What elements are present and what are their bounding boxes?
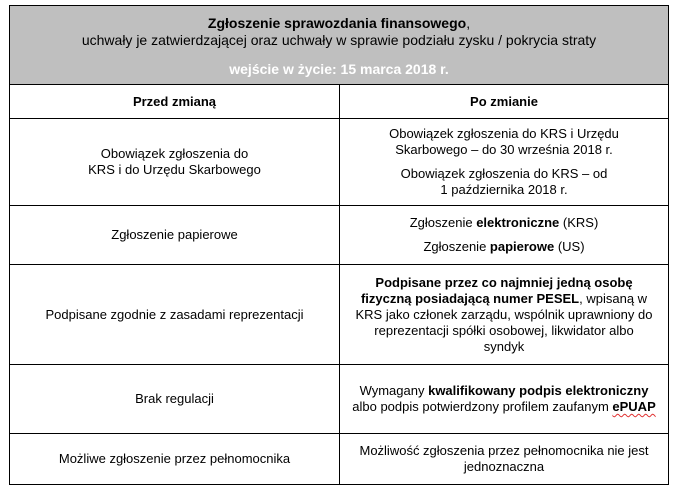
table-title-cell: [10, 6, 669, 85]
cell-after: Możliwość zgłoszenia przez pełnomocnika nie jest jednoznaczna: [340, 434, 669, 485]
cell-before: Zgłoszenie papierowe: [10, 206, 340, 265]
cell-after: Obowiązek zgłoszenia do KRS i Urzędu Skarbowego – do 30 września 2018 r. Obowiązek zgłoszenia do KRS – od 1 października 2018 r.: [340, 119, 669, 206]
table-row: [10, 265, 669, 365]
cell-after: Wymagany kwalifikowany podpis elektroniczny albo podpis potwierdzony profilem zaufanym ePUAP: [340, 365, 669, 434]
cell-before: Obowiązek zgłoszenia do KRS i do Urzędu Skarbowego: [10, 119, 340, 206]
table-row: [10, 206, 669, 265]
comparison-table: [9, 5, 669, 485]
column-header-after: Po zmianie: [340, 85, 669, 119]
cell-before: Podpisane zgodnie z zasadami reprezentacji: [10, 265, 340, 365]
cell-after: Zgłoszenie elektroniczne (KRS) Zgłoszenie papierowe (US): [340, 206, 669, 265]
cell-before: Brak regulacji: [10, 365, 340, 434]
effective-date: wejście w życie: 15 marca 2018 r.: [229, 60, 449, 77]
table-row: [10, 434, 669, 485]
cell-before: Możliwe zgłoszenie przez pełnomocnika: [10, 434, 340, 485]
document-page: [9, 5, 668, 485]
column-header-row: [10, 85, 669, 119]
table-header-row: [10, 6, 669, 85]
table-subtitle: uchwały je zatwierdzającej oraz uchwały w sprawie podziału zysku / pokrycia straty: [81, 31, 597, 48]
table-title: Zgłoszenie sprawozdania finansowego,: [207, 14, 471, 31]
table-row: [10, 365, 669, 434]
table-row: [10, 119, 669, 206]
cell-after: Podpisane przez co najmniej jedną osobę fizyczną posiadającą numer PESEL, wpisaną w KRS jako członek zarządu, wspólnik uprawniony do reprezentacji spółki osobowej, likwidator albo syndyk: [340, 265, 669, 365]
column-header-before: Przed zmianą: [10, 85, 340, 119]
